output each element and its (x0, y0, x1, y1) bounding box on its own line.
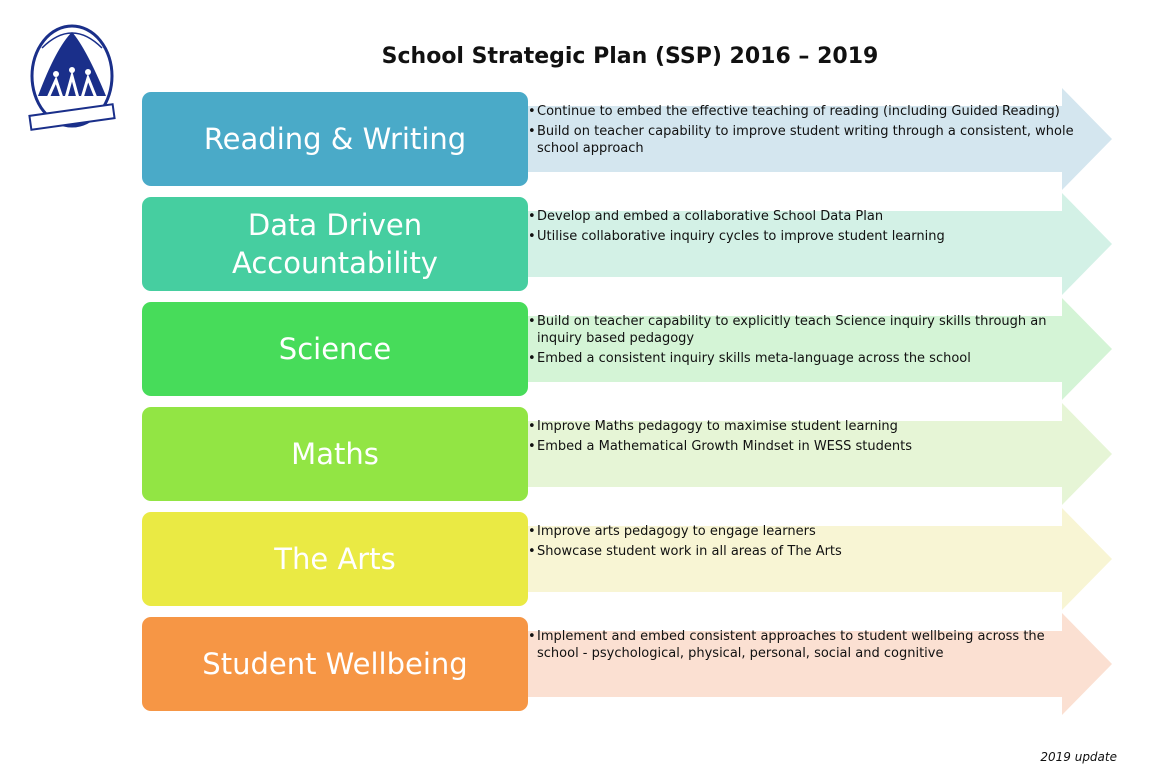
strategy-bullet-list (528, 208, 1083, 248)
focus-area-box: Data Driven Accountability (142, 197, 528, 291)
strategy-bullet: • Continue to embed the effective teaching of reading (including Guided Reading) (528, 103, 1083, 120)
strategy-row (142, 197, 1114, 293)
strategy-bullet-list (528, 103, 1083, 160)
strategy-bullet-list (528, 313, 1083, 370)
strategy-row (142, 302, 1114, 398)
strategy-row (142, 512, 1114, 608)
strategy-bullet: • Develop and embed a collaborative School Data Plan (528, 208, 1083, 225)
strategy-row (142, 407, 1114, 503)
focus-area-box: Science (142, 302, 528, 396)
page-title: School Strategic Plan (SSP) 2016 – 2019 (381, 44, 879, 69)
school-logo (26, 18, 118, 136)
focus-area-box: The Arts (142, 512, 528, 606)
strategy-bullet: • Build on teacher capability to improve student writing through a consistent, whole school approach (528, 123, 1083, 157)
strategy-bullet: • Showcase student work in all areas of The Arts (528, 543, 1083, 560)
strategy-row (142, 617, 1114, 713)
strategy-bullet: • Implement and embed consistent approaches to student wellbeing across the school - psychological, physical, personal, social and cognitive (528, 628, 1083, 662)
strategy-bullet-list (528, 628, 1083, 665)
focus-area-box: Student Wellbeing (142, 617, 528, 711)
strategy-bullet: • Improve arts pedagogy to engage learners (528, 523, 1083, 540)
strategy-bullet: • Embed a Mathematical Growth Mindset in WESS students (528, 438, 1083, 455)
strategy-bullet-list (528, 418, 1083, 458)
focus-area-box: Reading & Writing (142, 92, 528, 186)
strategy-bullet: • Embed a consistent inquiry skills meta-language across the school (528, 350, 1083, 367)
strategy-bullet-list (528, 523, 1083, 563)
strategy-row (142, 92, 1114, 188)
strategy-bullet: • Build on teacher capability to explicitly teach Science inquiry skills through an inquiry based pedagogy (528, 313, 1083, 347)
update-label: 2019 update (1040, 750, 1117, 764)
strategy-bullet: • Utilise collaborative inquiry cycles to improve student learning (528, 228, 1083, 245)
strategy-bullet: • Improve Maths pedagogy to maximise student learning (528, 418, 1083, 435)
focus-area-box: Maths (142, 407, 528, 501)
